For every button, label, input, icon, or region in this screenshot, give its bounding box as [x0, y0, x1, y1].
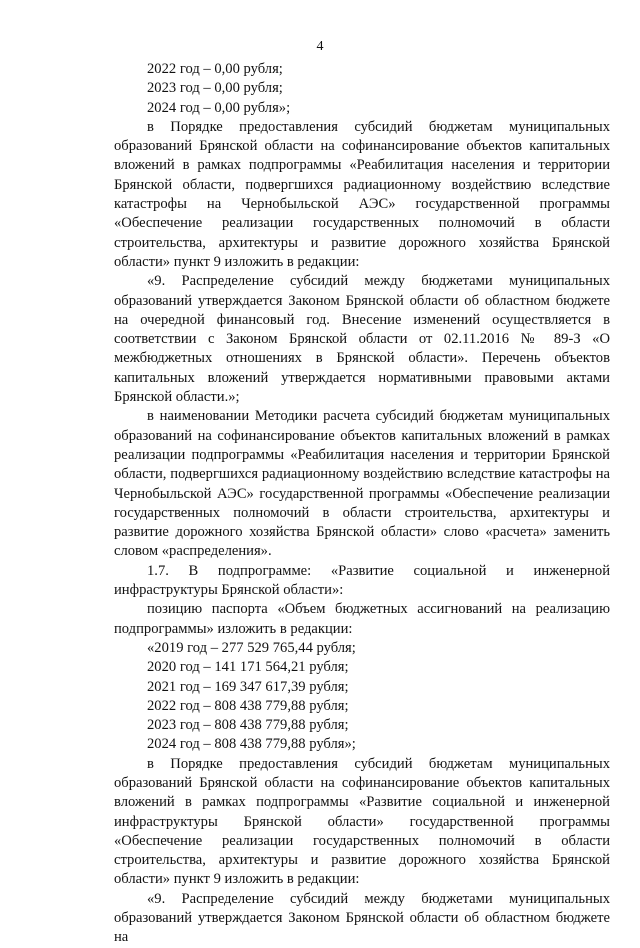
amount-line: 2021 год – 169 347 617,39 рубля; [147, 678, 349, 695]
amount-line: 2022 год – 0,00 рубля; [147, 61, 283, 77]
document-body [114, 60, 610, 948]
paragraph-section-1-7: 1.7. В подпрограмме: «Развитие социальной и инженерной инфраструктуры Брянской области»: [114, 562, 610, 599]
amount-line: 2023 год – 808 438 779,88 рубля; [147, 717, 349, 734]
paragraph-procedure-infrastructure: в Порядке предоставления субсидий бюджетам муниципальных образований Брянской области на софинансирование объектов капитальных вложений в рамках подпрограммы «Развитие социальной и инженерной инфраструктуры Брянской области» государственной программы «Обеспечение реализации государственных полномочий в области строительства, архитектуры и развитие дорожного хозяйства Брянской области» пункт 9 изложить в редакции: [114, 755, 610, 888]
paragraph-methodology-rename: в наименовании Методики расчета субсидий бюджетам муниципальных образований на софинансирование объектов капитальных вложений в рамках реализации подпрограммы «Реабилитация населения и территории Брянской области, подвергшихся радиационному воздействию вследствие катастрофы на Чернобыльской АЭС» государственной программы «Обеспечение реализации государственных полномочий в области строительства, архитектуры и развитие дорожного хозяйства Брянской области» слово «расчета» заменить словом «распределения». [114, 408, 610, 560]
amount-line: 2022 год – 808 438 779,88 рубля; [147, 697, 349, 714]
amount-line: 2023 год – 0,00 рубля; [147, 80, 283, 97]
amount-line: 2024 год – 808 438 779,88 рубля»; [147, 736, 356, 753]
amount-line: «2019 год – 277 529 765,44 рубля; [147, 639, 356, 656]
paragraph-passport-position: позицию паспорта «Объем бюджетных ассигнований на реализацию подпрограммы» изложить в редакции: [114, 601, 610, 637]
paragraph-item-9-distribution-continued: «9. Распределение субсидий между бюджетами муниципальных образований утверждается Законом Брянской области об областном бюджете на [114, 890, 610, 946]
page-number: 4 [316, 39, 324, 54]
paragraph-item-9-distribution: «9. Распределение субсидий между бюджетами муниципальных образований утверждается Законом Брянской области об областном бюджете на очередной финансовый год. Внесение изменений осуществляется в соответствии с Законом Брянской области от 02.11.2016 № 89-З «О межбюджетных отношениях в Брянской области». Перечень объектов капитальных вложений утверждается нормативными правовыми актами Брянской области.»; [114, 273, 610, 406]
amount-line: 2020 год – 141 171 564,21 рубля; [147, 659, 349, 676]
amount-line: 2024 год – 0,00 рубля»; [147, 99, 291, 116]
paragraph-procedure-chernobyl: в Порядке предоставления субсидий бюджетам муниципальных образований Брянской области на софинансирование объектов капитальных вложений в рамках подпрограммы «Реабилитация населения и территории Брянской области, подвергшихся радиационному воздействию вследствие катастрофы на Чернобыльской АЭС» государственной программы «Обеспечение реализации государственных полномочий в области строительства, архитектуры и развитие дорожного хозяйства Брянской области» пункт 9 изложить в редакции: [114, 118, 610, 270]
